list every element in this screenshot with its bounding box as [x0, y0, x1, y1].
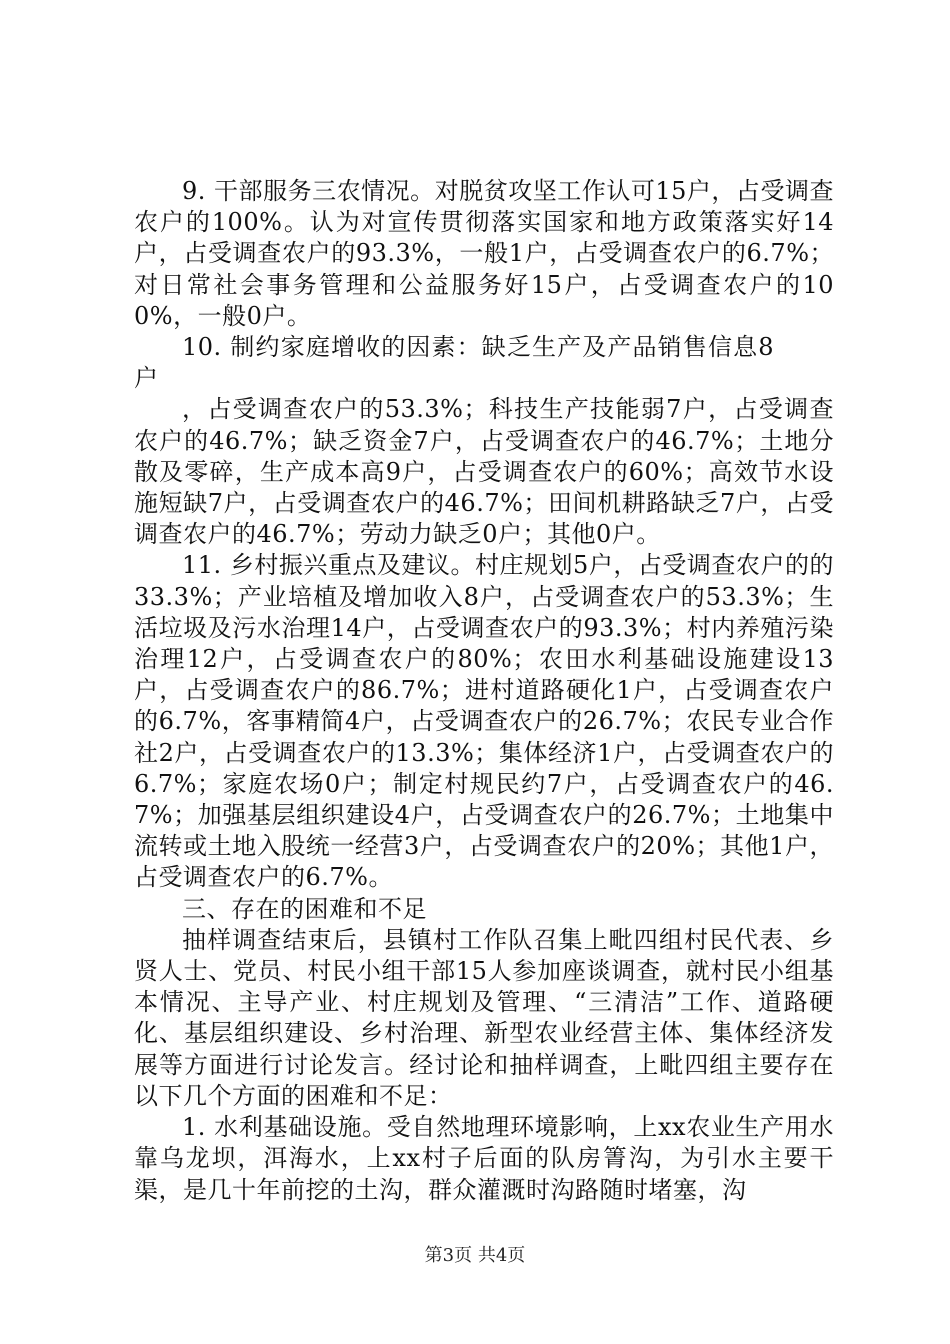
paragraph-survey: 抽样调查结束后，县镇村工作队召集上毗四组村民代表、乡贤人士、党员、村民小组干部15人参加座谈调查，就村民小组基本情况、主导产业、村庄规划及管理、“三清洁”工作、道路硬化、基层组织建设、乡村治理、新型农业经营主体、集体经济发展等方面进行讨论发言。经讨论和抽样调查，上毗四组主要存在以下几个方面的困难和不足： [134, 925, 834, 1110]
section-heading: 三、存在的困难和不足 [182, 894, 427, 923]
paragraph-item-10-heading: 10. 制约家庭增收的因素：缺乏生产及产品销售信息8户 [134, 333, 774, 393]
paragraph-water-facilities: 1. 水利基础设施。受自然地理环境影响，上xx农业生产用水靠乌龙坝，洱海水，上xx村子后面的队房箐沟，为引水主要干渠，是几十年前挖的土沟，群众灌溉时沟路随时堵塞，沟 [134, 1113, 834, 1204]
page-footer: 第3页 共4页 [424, 1245, 526, 1266]
paragraph-item-10-body: ，占受调查农户的53.3%；科技生产技能弱7户，占受调查农户的46.7%；缺乏资金7户，占受调查农户的46.7%；土地分散及零碎，生产成本高9户，占受调查农户的60%；高效节水设施短缺7户，占受调查农户的46.7%；田间机耕路缺乏7户，占受调查农户的46.7%；劳动力缺乏0户；其他0户。 [134, 395, 834, 549]
paragraph-item-9: 9. 干部服务三农情况。对脱贫攻坚工作认可15户，占受调查农户的100%。认为对宣传贯彻落实国家和地方政策落实好14户，占受调查农户的93.3%，一般1户，占受调查农户的6.7%；对日常社会事务管理和公益服务好15户，占受调查农户的100%，一般0户。 [134, 177, 834, 330]
paragraph-item-11: 11. 乡村振兴重点及建议。村庄规划5户，占受调查农户的的33.3%；产业培植及增加收入8户，占受调查农户的53.3%；生活垃圾及污水治理14户，占受调查农户的93.3%；村内养殖污染治理12户，占受调查农户的80%；农田水利基础设施建设13户，占受调查农户的86.7%；进村道路硬化1户，占受调查农户的6.7%，客事精简4户，占受调查农户的26.7%；农民专业合作社2户，占受调查农户的13.3%；集体经济1户，占受调查农户的6.7%；家庭农场0户；制定村规民约7户，占受调查农户的46.7%；加强基层组织建设4户，占受调查农户的26.7%；土地集中流转或土地入股统一经营3户，占受调查农户的20%；其他1户，占受调查农户的6.7%。 [134, 551, 834, 892]
document-page [134, 176, 834, 1206]
